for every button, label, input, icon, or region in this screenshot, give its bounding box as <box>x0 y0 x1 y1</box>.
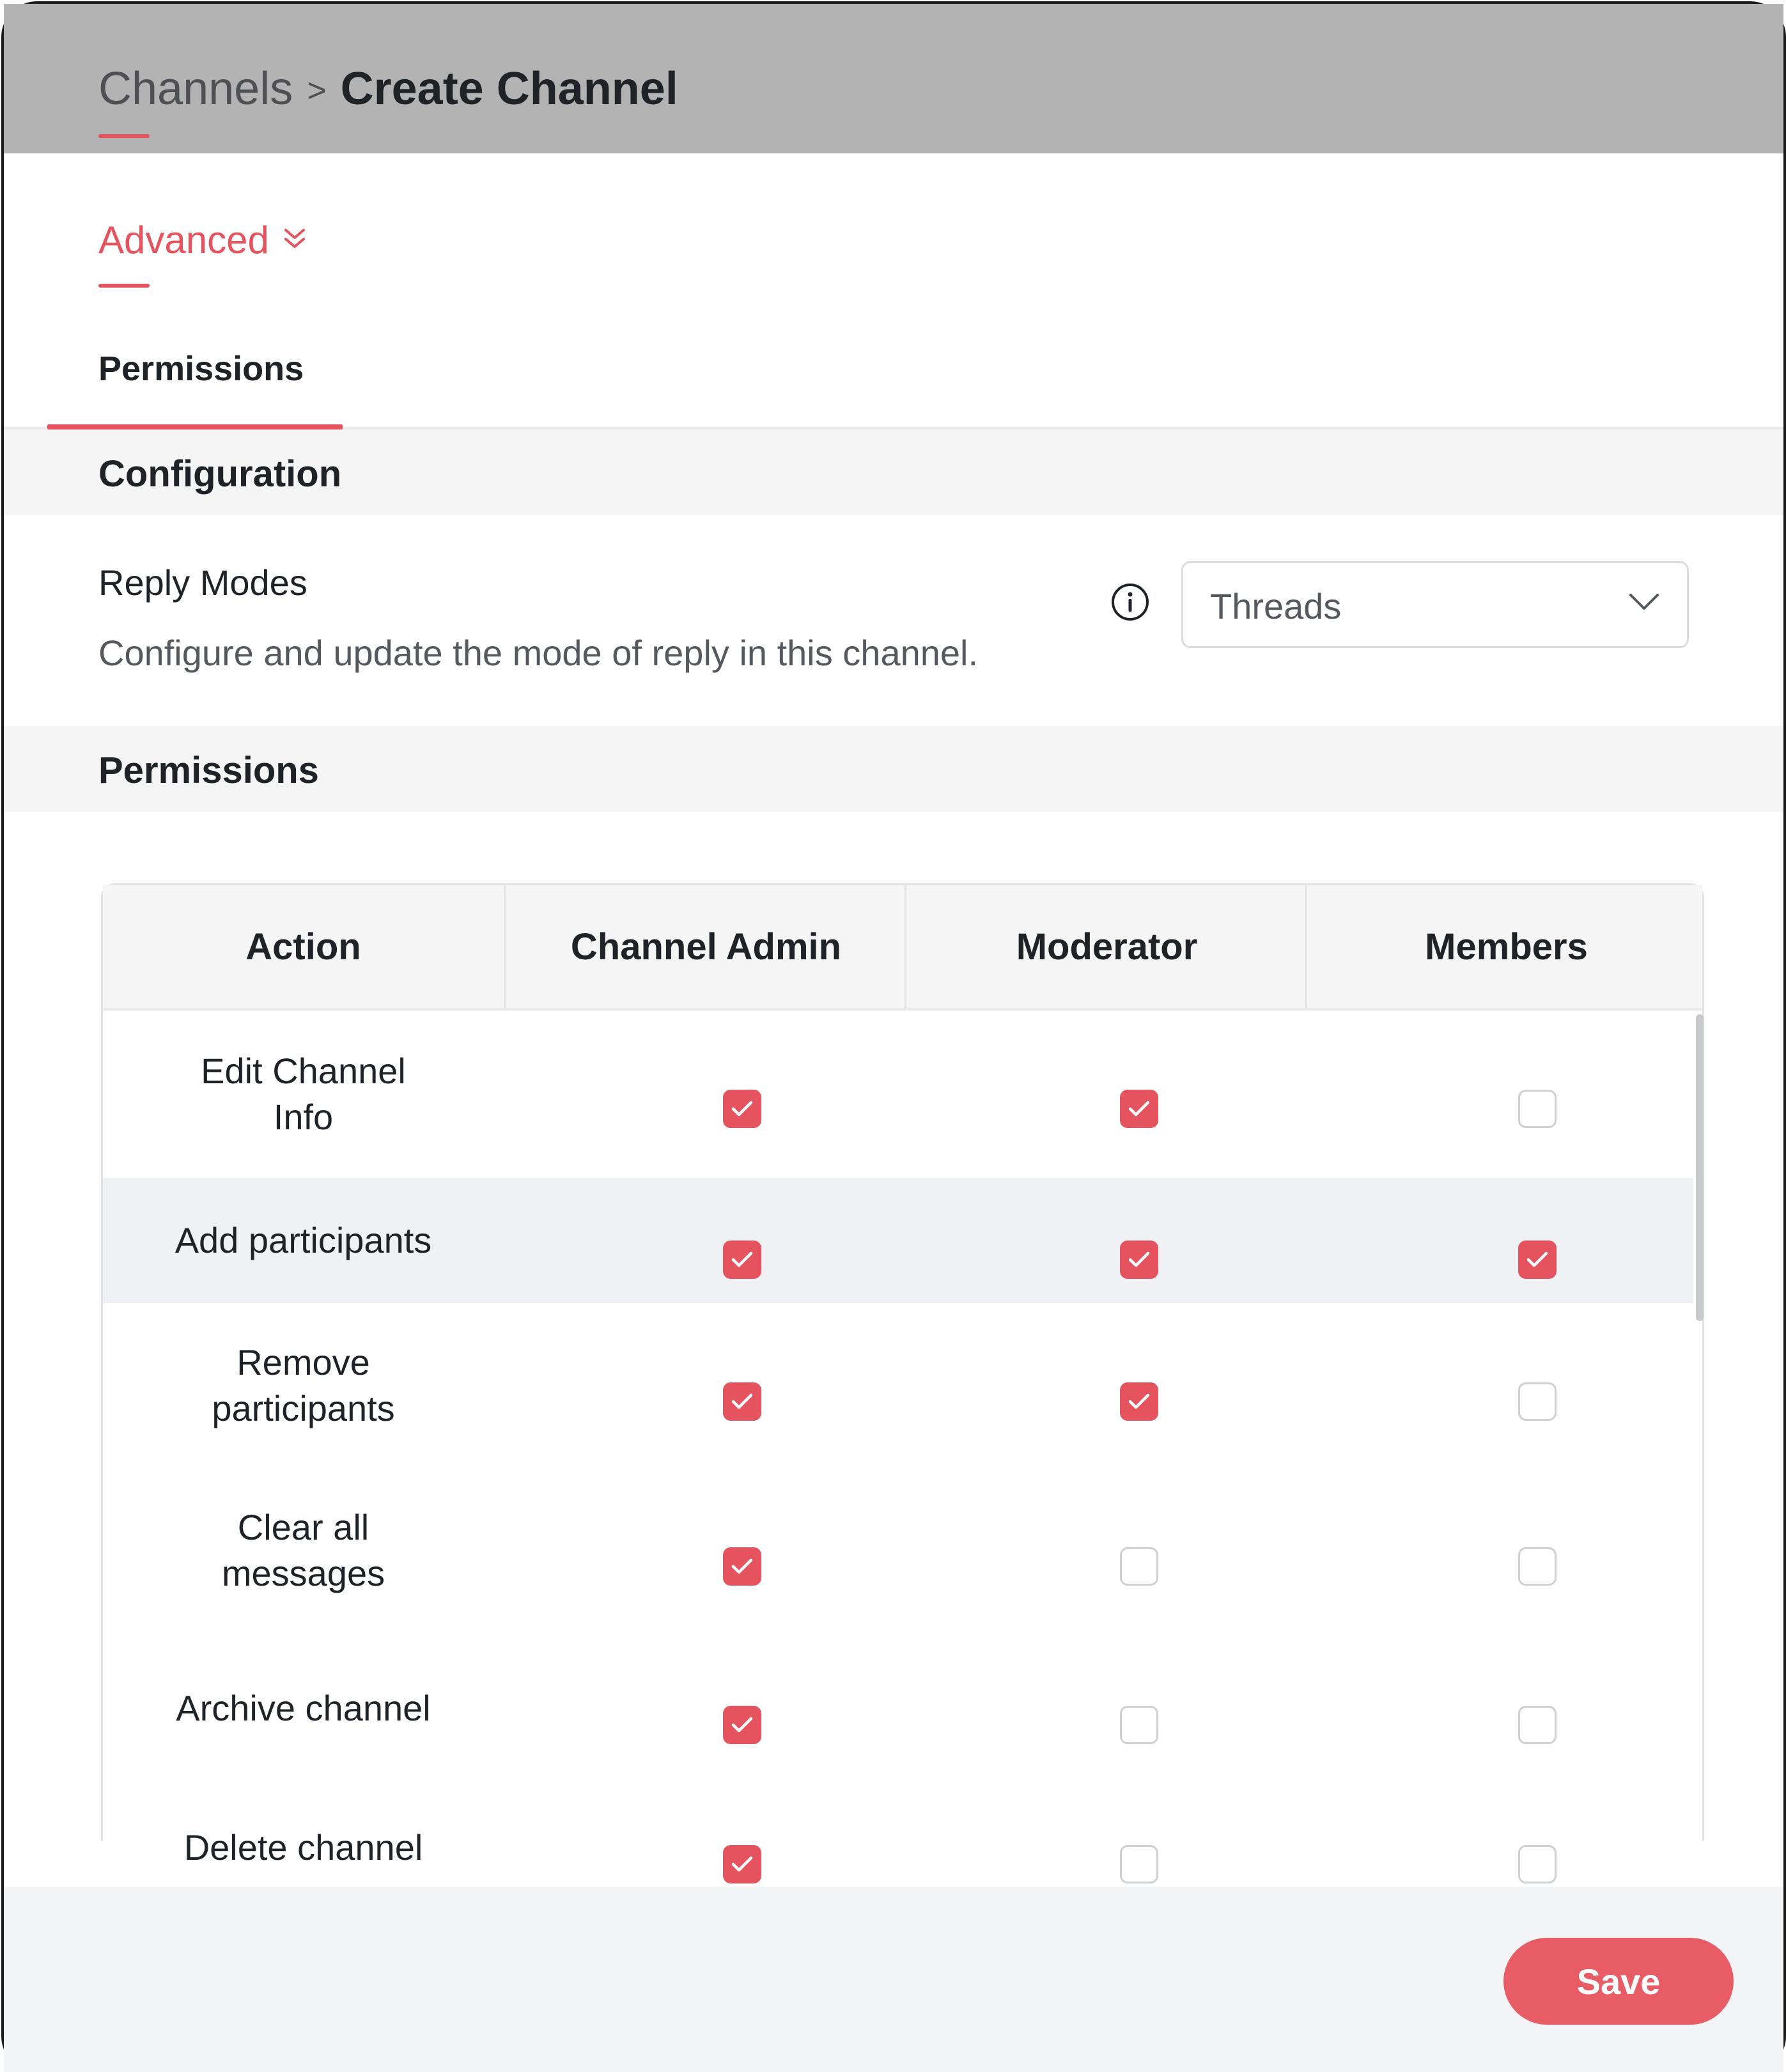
create-channel-window <box>1 1 1786 2072</box>
check-icon <box>1128 1251 1150 1269</box>
moderator-checkbox[interactable] <box>1120 1706 1158 1744</box>
members-checkbox[interactable] <box>1518 1706 1557 1744</box>
channel-admin-checkbox[interactable] <box>723 1382 761 1421</box>
moderator-checkbox[interactable] <box>1120 1382 1158 1421</box>
members-checkbox[interactable] <box>1518 1845 1557 1883</box>
reply-modes-title: Reply Modes <box>98 562 307 603</box>
column-header-action: Action <box>245 926 361 968</box>
moderator-checkbox[interactable] <box>1120 1090 1158 1128</box>
tab-permissions-label: Permissions <box>98 350 304 388</box>
action-cell <box>103 1468 504 1633</box>
action-cell <box>103 1633 504 1784</box>
check-icon <box>731 1716 753 1734</box>
action-cell <box>103 1010 504 1178</box>
action-cell <box>103 1178 504 1303</box>
reply-modes-description: Configure and update the mode of reply in this channel. <box>98 633 979 673</box>
check-icon <box>731 1393 753 1411</box>
advanced-label: Advanced <box>98 219 269 261</box>
column-header-moderator: Moderator <box>905 885 1307 1009</box>
permissions-table <box>101 883 1704 1867</box>
header-bar <box>4 4 1783 153</box>
moderator-checkbox[interactable] <box>1120 1547 1158 1586</box>
check-icon <box>1128 1393 1150 1411</box>
action-label: Edit Channel Info <box>201 1051 406 1137</box>
action-label: Add participants <box>175 1220 432 1260</box>
check-icon <box>731 1855 753 1873</box>
advanced-underline <box>98 284 150 288</box>
channel-admin-checkbox[interactable] <box>723 1090 761 1128</box>
reply-mode-value: Threads <box>1210 586 1342 626</box>
tab-permissions[interactable] <box>47 314 343 427</box>
check-icon <box>731 1251 753 1269</box>
members-checkbox[interactable] <box>1518 1382 1557 1421</box>
action-label: Clear all messages <box>221 1507 385 1593</box>
table-row <box>103 1633 1693 1784</box>
members-checkbox[interactable] <box>1518 1547 1557 1586</box>
table-row <box>103 1303 1693 1468</box>
moderator-checkbox[interactable] <box>1120 1241 1158 1279</box>
chevron-down-icon <box>1628 592 1660 612</box>
check-icon <box>731 1558 753 1575</box>
reply-mode-select[interactable] <box>1181 561 1689 648</box>
configuration-heading: Configuration <box>98 453 342 495</box>
channel-admin-checkbox[interactable] <box>723 1845 761 1883</box>
channel-admin-checkbox[interactable] <box>723 1547 761 1586</box>
table-scrollbar[interactable] <box>1693 1010 1706 1843</box>
permissions-section-header <box>4 726 1783 812</box>
action-cell <box>103 1303 504 1468</box>
members-checkbox[interactable] <box>1518 1241 1557 1279</box>
breadcrumb-underline <box>98 134 150 138</box>
table-row <box>103 1178 1693 1303</box>
column-header-members: Members <box>1305 885 1705 1009</box>
members-checkbox[interactable] <box>1518 1090 1557 1128</box>
save-button[interactable]: Save <box>1503 1938 1734 2025</box>
scrollbar-thumb[interactable] <box>1696 1014 1704 1321</box>
moderator-checkbox[interactable] <box>1120 1845 1158 1883</box>
breadcrumb-separator: > <box>307 72 327 109</box>
action-label: Delete channel <box>183 1827 423 1867</box>
action-label: Remove participants <box>212 1342 395 1428</box>
breadcrumb-channels-link[interactable]: Channels <box>98 63 293 114</box>
advanced-toggle[interactable] <box>98 215 307 266</box>
tab-active-indicator <box>47 424 343 429</box>
table-body <box>103 1010 1702 1867</box>
channel-admin-checkbox[interactable] <box>723 1241 761 1279</box>
table-row <box>103 1010 1693 1178</box>
check-icon <box>731 1100 753 1118</box>
table-header <box>103 885 1702 1010</box>
check-icon <box>1128 1100 1150 1118</box>
action-label: Archive channel <box>176 1688 431 1728</box>
breadcrumb <box>98 60 678 122</box>
table-row <box>103 1468 1693 1633</box>
check-icon <box>1526 1251 1548 1269</box>
channel-admin-checkbox[interactable] <box>723 1706 761 1744</box>
double-chevron-down-icon <box>282 226 307 252</box>
page-title: Create Channel <box>340 63 678 114</box>
info-icon[interactable] <box>1110 582 1151 622</box>
permissions-heading: Permissions <box>98 750 319 791</box>
column-header-channel-admin: Channel Admin <box>504 885 906 1009</box>
tab-bar <box>4 314 1783 429</box>
configuration-section-header <box>4 429 1783 515</box>
